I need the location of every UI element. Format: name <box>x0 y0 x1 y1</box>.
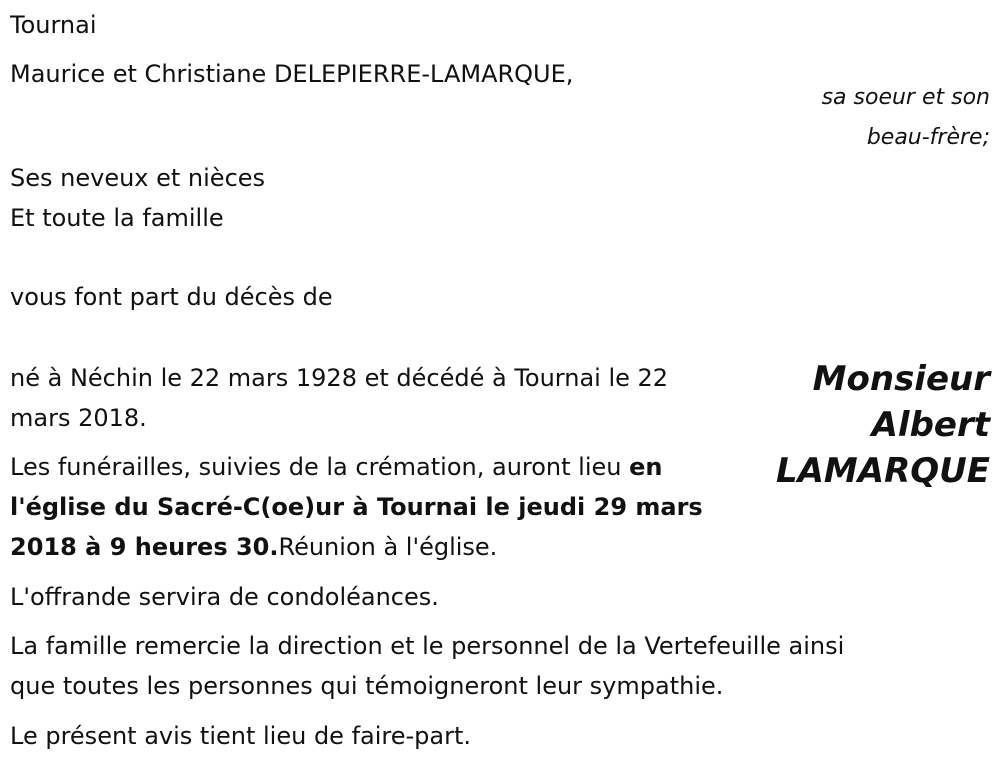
funeral-intro: Les funérailles, suivies de la crémation, auront lieu <box>10 453 630 481</box>
family-line: Et toute la famille <box>10 204 224 232</box>
closing-line: Le présent avis tient lieu de faire-part. <box>10 722 472 750</box>
deceased-first-name: Albert <box>871 405 990 445</box>
announcement-line: vous font part du décès de <box>10 283 333 311</box>
birth-death-line-1: né à Néchin le 22 mars 1928 et décédé à Tournai le 22 <box>10 364 669 392</box>
deceased-last-name: LAMARQUE <box>775 451 990 491</box>
funeral-after: Réunion à l'église. <box>278 533 498 561</box>
funeral-line-1 <box>10 447 663 487</box>
funeral-line-2 <box>10 487 703 527</box>
relation-line-2: beau-frère; <box>866 125 990 150</box>
deceased-title: Monsieur <box>812 359 990 399</box>
thanks-line-1: La famille remercie la direction et le personnel de la Vertefeuille ainsi <box>10 632 845 660</box>
offering-line: L'offrande servira de condoléances. <box>10 583 439 611</box>
funeral-bold-2: l'église du Sacré-C(oe)ur à Tournai le jeudi 29 mars <box>10 493 703 521</box>
location-heading: Tournai <box>10 11 97 39</box>
funeral-bold-3: 2018 à 9 heures 30. <box>10 533 279 561</box>
family-primary: Maurice et Christiane DELEPIERRE-LAMARQUE, <box>10 60 574 88</box>
nephews-line: Ses neveux et nièces <box>10 164 266 192</box>
relation-line-1: sa soeur et son <box>821 85 990 110</box>
funeral-line-3 <box>10 527 497 567</box>
deceased-name <box>750 356 990 494</box>
thanks-line-2: que toutes les personnes qui témoigneront leur sympathie. <box>10 672 724 700</box>
birth-death-line-2: mars 2018. <box>10 404 147 432</box>
funeral-bold-1: en <box>629 453 663 481</box>
